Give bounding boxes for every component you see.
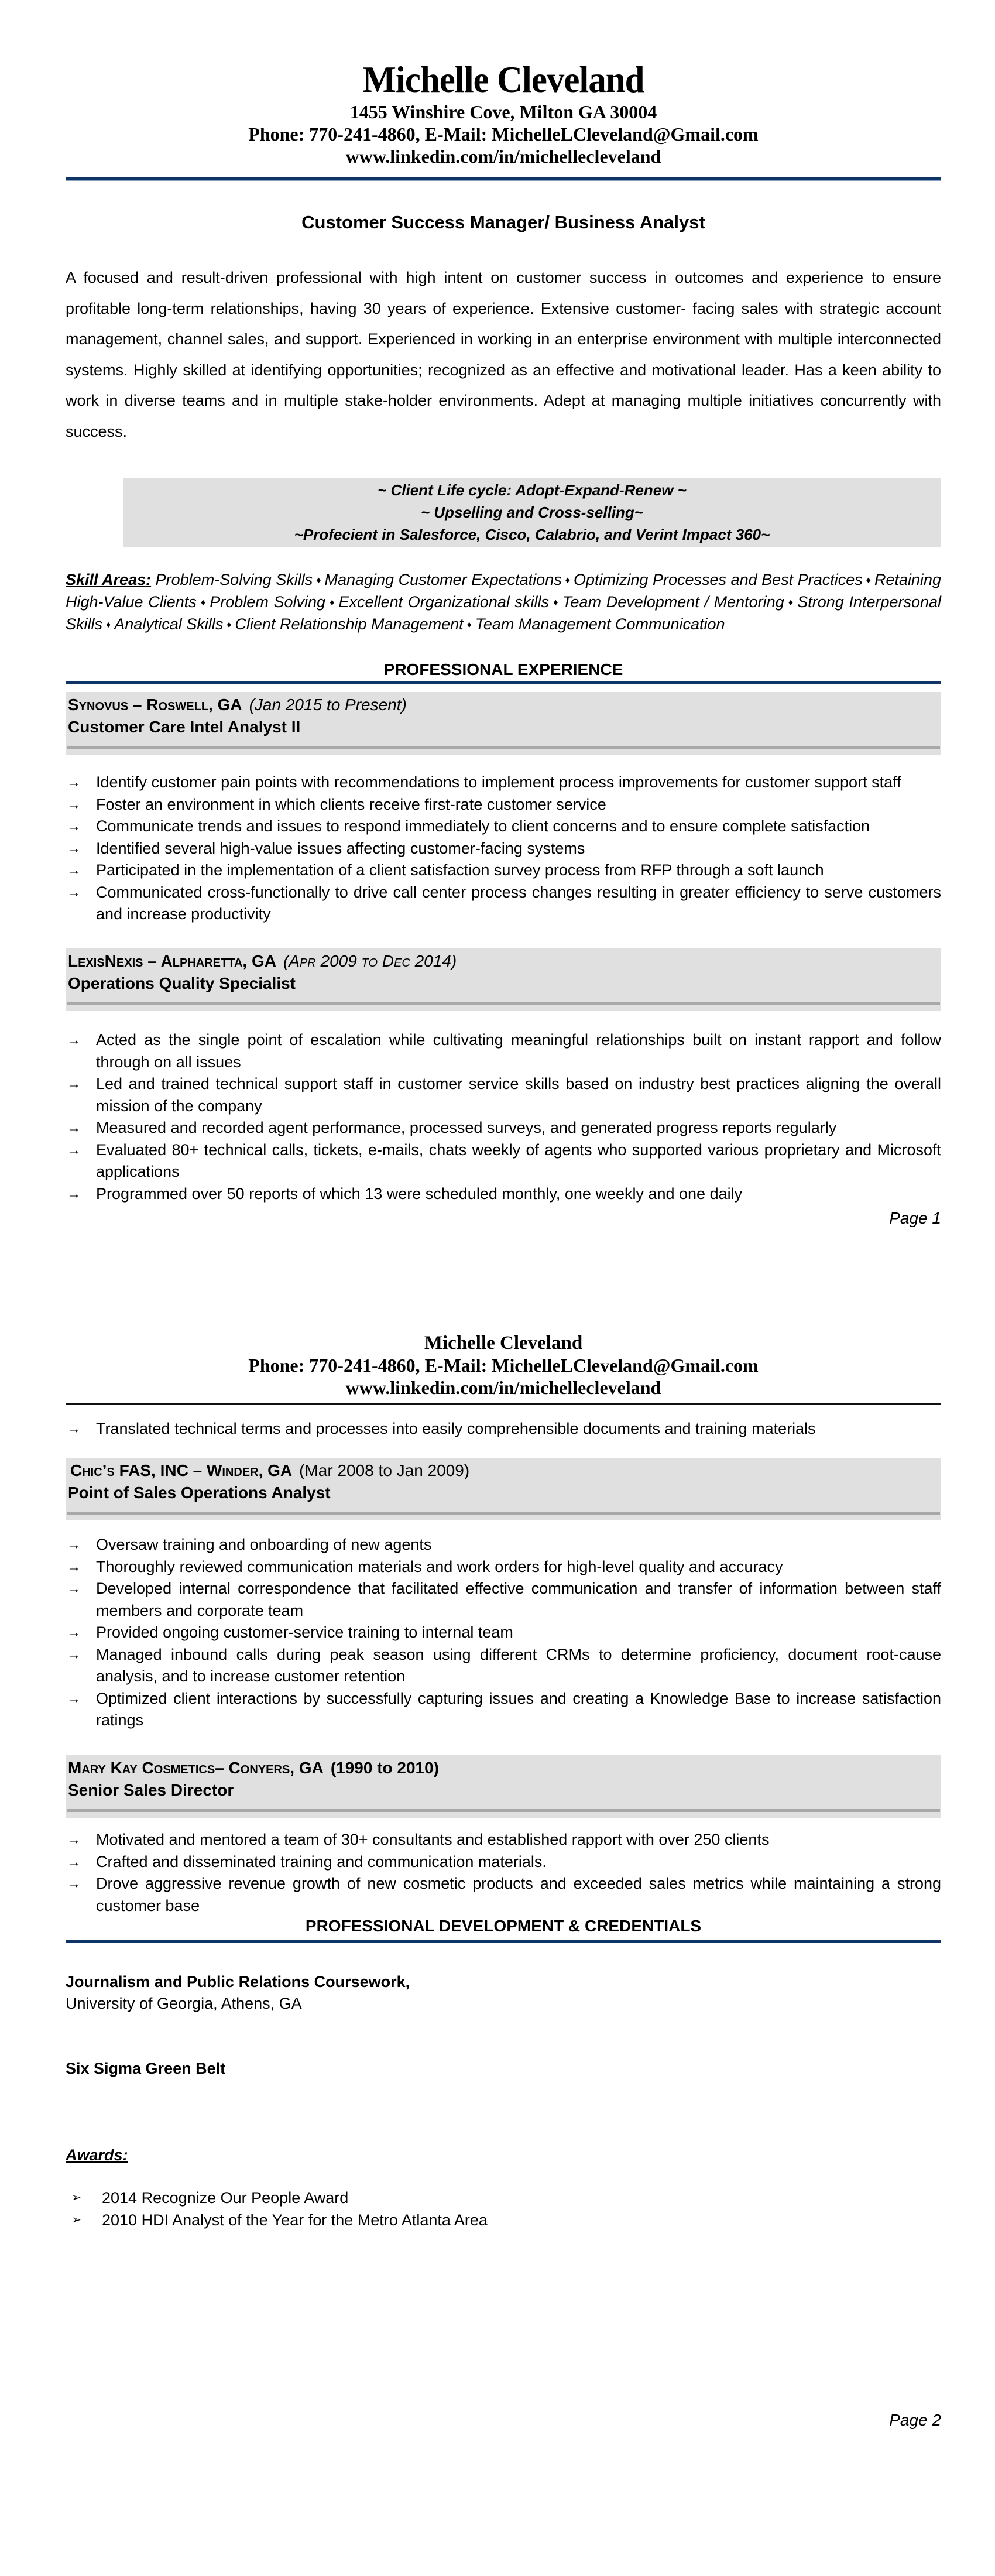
diamond-separator-icon: ♦: [787, 598, 794, 608]
list-item: [66, 1851, 941, 1873]
list-item: [66, 1534, 941, 1556]
job-target-title: Customer Success Manager/ Business Analyst: [301, 212, 705, 232]
job-company: [66, 1458, 941, 1481]
diamond-separator-icon: ♦: [227, 620, 232, 630]
skill-item: Analytical Skills: [114, 615, 224, 633]
arrow-bullet-icon: →: [67, 818, 81, 834]
bullet-text: Communicated cross-functionally to drive call center process changes resulting in greater efficiency to serve customers and increase productivity: [96, 883, 941, 923]
bullet-text: Identify customer pain points with recommendations to implement process improvements for customer support staff: [96, 773, 901, 791]
candidate-name: Michelle Cleveland: [424, 1332, 583, 1354]
linkedin-url[interactable]: www.linkedin.com/in/michellecleveland: [345, 1377, 661, 1398]
list-item: [66, 772, 941, 794]
job-bullets-synovus: [66, 772, 941, 926]
diamond-separator-icon: ♦: [106, 620, 111, 630]
arrow-bullet-icon: →: [67, 1558, 81, 1575]
list-item: [66, 794, 941, 816]
section-heading-credentials: PROFESSIONAL DEVELOPMENT & CREDENTIALS: [305, 1917, 702, 1935]
skill-item: Team Management Communication: [475, 615, 725, 633]
diamond-separator-icon: ♦: [466, 620, 472, 630]
company-name: Chic’s FAS, INC – Winder, GA: [70, 1461, 293, 1479]
list-item: [66, 882, 941, 926]
page-number: Page 2: [889, 2411, 941, 2429]
arrow-bullet-icon: →: [67, 1537, 81, 1553]
bullet-text: Drove aggressive revenue growth of new cosmetic products and exceeded sales metrics while maintaining a strong customer base: [96, 1875, 941, 1914]
job-header-mary-kay: [66, 1755, 941, 1818]
education-title: Journalism and Public Relations Coursework,: [66, 1973, 410, 1991]
professional-summary: A focused and result-driven professional with high intent on customer success in outcomes and experience to ensure profitable long-term relationships, having 30 years of experience. Extensive customer- facing sales with strategic account management, channel sales, and support. Experienced in working in an enterprise environment with multiple interconnected systems. Highly skilled at identifying opportunities; recognized as an effective and motivational leader. Has a keen ability to work in diverse teams and in multiple stake-holder environments. Adept at managing multiple initiatives concurrently with success.: [66, 269, 941, 440]
skill-item: Problem-Solving Skills: [155, 571, 313, 588]
job-title: Point of Sales Operations Analyst: [68, 1484, 331, 1502]
certification: Six Sigma Green Belt: [66, 2060, 226, 2077]
list-item: [66, 1578, 941, 1622]
arrow-bullet-icon: →: [67, 1421, 81, 1437]
education-school: University of Georgia, Athens, GA: [66, 1995, 302, 2012]
list-item: [66, 1418, 941, 1440]
bullet-text: Foster an environment in which clients receive first-rate customer service: [96, 795, 606, 813]
list-item: [66, 1183, 941, 1205]
skill-item: Strong Interpersonal Skills: [66, 593, 942, 633]
company-name: Mary Kay Cosmetics– Conyers, GA: [68, 1759, 324, 1777]
bullet-text: Developed internal correspondence that facilitated effective communication and transfer of information between staff members and corporate team: [96, 1580, 941, 1619]
bullet-text: Oversaw training and onboarding of new agents: [96, 1536, 432, 1553]
bullet-text: Optimized client interactions by successfully capturing issues and creating a Knowledge Base to increase satisfaction ratings: [96, 1689, 941, 1729]
job-dates: (Jan 2015 to Present): [249, 696, 407, 714]
list-item: [66, 838, 941, 860]
arrow-bullet-icon: →: [67, 862, 81, 878]
job-company: [66, 1755, 941, 1779]
list-item: [66, 1622, 941, 1644]
list-item: [66, 1873, 941, 1917]
awards-label: Awards:: [66, 2146, 128, 2164]
arrowhead-bullet-icon: ➢: [71, 2191, 81, 2204]
job-header-synovus: [66, 692, 941, 755]
page-number: Page 1: [889, 1209, 941, 1227]
arrow-bullet-icon: →: [67, 1625, 81, 1640]
header-divider: [66, 1403, 941, 1405]
page2-header: [66, 1332, 941, 1405]
skill-item: Problem Solving: [210, 593, 326, 611]
contact-info: Phone: 770-241-4860, E-Mail: MichelleLCleveland@Gmail.com: [248, 124, 759, 145]
job-bullets-chics-fas: [66, 1534, 941, 1732]
bullet-text: Evaluated 80+ technical calls, tickets, e-mails, chats weekly of agents who supported various proprietary and Microsoft applications: [96, 1140, 941, 1180]
section-heading-experience: PROFESSIONAL EXPERIENCE: [383, 660, 623, 679]
resume-header: [66, 59, 941, 181]
list-item: [66, 1688, 941, 1732]
arrow-bullet-icon: →: [67, 775, 81, 790]
bullet-text: Crafted and disseminated training and communication materials.: [96, 1852, 547, 1871]
skill-areas-label: Skill Areas:: [66, 571, 152, 588]
list-item: [66, 2187, 488, 2209]
company-name: LexisNexis – Alpharetta, GA: [68, 952, 276, 970]
job-bullets-lexisnexis: [66, 1029, 941, 1205]
job-header-lexisnexis: [66, 948, 941, 1011]
diamond-separator-icon: ♦: [565, 576, 570, 585]
bullet-text: Managed inbound calls during peak season using different CRMs to determine proficiency, document root-cause analysis, and to increase customer retention: [96, 1645, 941, 1685]
highlight-item: ~ Client Life cycle: Adopt-Expand-Renew ~: [378, 481, 687, 499]
skill-item: Excellent Organizational skills: [338, 593, 550, 611]
bullet-text: Acted as the single point of escalation while cultivating meaningful relationships built on instant rapport and follow through on all issues: [96, 1031, 941, 1071]
arrow-bullet-icon: →: [67, 1076, 81, 1092]
bullet-text: Motivated and mentored a team of 30+ consultants and established rapport with over 250 clients: [96, 1831, 770, 1848]
list-item: [66, 2209, 488, 2231]
job-bullets-lexisnexis-continued: [66, 1418, 941, 1440]
bullet-text: Provided ongoing customer-service training to internal team: [96, 1623, 513, 1641]
contact-info: Phone: 770-241-4860, E-Mail: MichelleLCleveland@Gmail.com: [248, 1355, 759, 1376]
address: 1455 Winshire Cove, Milton GA 30004: [349, 101, 657, 122]
bullet-text: Measured and recorded agent performance, processed surveys, and generated progress reports regularly: [96, 1119, 837, 1136]
diamond-separator-icon: ♦: [200, 598, 207, 608]
job-dates: (Apr 2009 to Dec 2014): [283, 952, 457, 970]
section-divider: [66, 681, 941, 684]
list-item: [66, 1029, 941, 1073]
list-item: [66, 1829, 941, 1851]
linkedin-url[interactable]: www.linkedin.com/in/michellecleveland: [345, 146, 661, 167]
arrow-bullet-icon: →: [67, 1854, 81, 1870]
arrow-bullet-icon: →: [67, 840, 81, 857]
list-item: [66, 1073, 941, 1117]
diamond-separator-icon: ♦: [316, 576, 321, 585]
job-dates: (Mar 2008 to Jan 2009): [299, 1461, 470, 1479]
diamond-separator-icon: ♦: [553, 598, 559, 608]
award-text: 2014 Recognize Our People Award: [102, 2189, 349, 2207]
arrow-bullet-icon: →: [67, 1032, 81, 1048]
header-divider: [66, 177, 941, 181]
awards-list: [66, 2187, 488, 2231]
skill-item: Team Development / Mentoring: [562, 593, 784, 611]
bullet-text: Participated in the implementation of a client satisfaction survey process from RFP through a soft launch: [96, 861, 824, 879]
job-company: [66, 692, 941, 715]
bullet-text: Identified several high-value issues affecting customer-facing systems: [96, 839, 585, 857]
bullet-text: Led and trained technical support staff in customer service skills based on industry best practices aligning the overall mission of the company: [96, 1075, 941, 1115]
arrow-bullet-icon: →: [67, 1142, 81, 1158]
arrow-bullet-icon: →: [67, 1581, 81, 1597]
highlight-item: ~ Upselling and Cross-selling~: [421, 503, 643, 521]
diamond-separator-icon: ♦: [866, 576, 871, 585]
job-header-chics-fas: [66, 1458, 941, 1520]
skill-item: Optimizing Processes and Best Practices: [573, 571, 863, 588]
skill-areas: [66, 569, 941, 636]
skill-item: Managing Customer Expectations: [324, 571, 562, 588]
arrow-bullet-icon: →: [67, 796, 81, 813]
job-title: Operations Quality Specialist: [68, 974, 296, 992]
company-name: Synovus – Roswell, GA: [68, 696, 242, 714]
job-title: Senior Sales Director: [68, 1781, 234, 1799]
bullet-text: Translated technical terms and processes into easily comprehensible documents and training materials: [96, 1420, 816, 1437]
job-divider: [67, 1512, 940, 1515]
job-divider: [67, 1002, 940, 1005]
job-bullets-mary-kay: [66, 1829, 941, 1917]
job-company: [66, 948, 941, 972]
list-item: [66, 1117, 941, 1139]
highlights-box: [123, 478, 941, 547]
arrowhead-bullet-icon: ➢: [71, 2214, 81, 2226]
job-dates: (1990 to 2010): [330, 1759, 440, 1777]
arrow-bullet-icon: →: [67, 1832, 81, 1848]
list-item: [66, 859, 941, 882]
candidate-name: Michelle Cleveland: [362, 59, 644, 100]
job-divider: [67, 1809, 940, 1812]
bullet-text: Communicate trends and issues to respond immediately to client concerns and to ensure complete satisfaction: [96, 817, 870, 835]
bullet-text: Programmed over 50 reports of which 13 were scheduled monthly, one weekly and one daily: [96, 1184, 743, 1203]
list-item: [66, 816, 941, 838]
diamond-separator-icon: ♦: [329, 598, 335, 608]
arrow-bullet-icon: →: [67, 1646, 81, 1663]
arrow-bullet-icon: →: [67, 1690, 81, 1707]
list-item: [66, 1644, 941, 1688]
list-item: [66, 1139, 941, 1183]
job-divider: [67, 746, 940, 749]
arrow-bullet-icon: →: [67, 1120, 81, 1136]
award-text: 2010 HDI Analyst of the Year for the Metro Atlanta Area: [102, 2211, 488, 2229]
arrow-bullet-icon: →: [67, 1876, 81, 1892]
skill-item: Retaining High-Value Clients: [66, 571, 942, 611]
job-title: Customer Care Intel Analyst II: [68, 718, 301, 736]
arrow-bullet-icon: →: [67, 884, 81, 900]
arrow-bullet-icon: →: [67, 1186, 81, 1202]
highlight-item: ~Profecient in Salesforce, Cisco, Calabrio, and Verint Impact 360~: [294, 526, 770, 543]
list-item: [66, 1556, 941, 1578]
section-divider: [66, 1940, 941, 1943]
bullet-text: Thoroughly reviewed communication materials and work orders for high-level quality and accuracy: [96, 1557, 783, 1575]
skill-item: Client Relationship Management: [235, 615, 464, 633]
